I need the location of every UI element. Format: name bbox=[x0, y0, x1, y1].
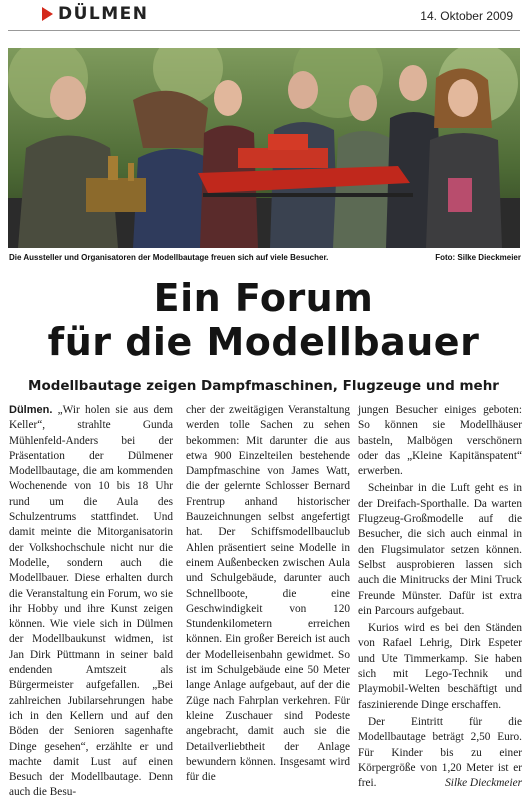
group-photo-illustration bbox=[8, 48, 520, 248]
header-divider bbox=[8, 30, 520, 31]
article-column-3 bbox=[358, 403, 522, 791]
page-header bbox=[0, 0, 527, 30]
photo-caption bbox=[9, 253, 521, 262]
dateline: Dülmen. bbox=[9, 404, 53, 416]
headline-line-1: Ein Forum bbox=[153, 276, 374, 320]
issue-date: 14. Oktober 2009 bbox=[420, 9, 513, 23]
article-paragraph: Scheinbar in die Luft geht es in der Dreifach-Sporthalle. Da warten Flugzeug-Großmodelle auf die Besucher, die sich auch einmal in den Flugsimulator setzen können. Selbst ausprobieren lassen sich auch die Minitrucks der Mini Truck Freunde Münster. Dafür ist extra ein Parcours aufgebaut. bbox=[358, 482, 522, 617]
caption-text: Die Aussteller und Organisatoren der Modellbautage freuen sich auf viele Besucher. bbox=[9, 253, 329, 262]
article-paragraph: jungen Besucher einiges geboten: So können sie Modellhäuser basteln, Malbögen verschönern oder das „Kleine Kapitänspatent“ erwerben. bbox=[358, 404, 522, 478]
photo-credit: Foto: Silke Dieckmeier bbox=[435, 253, 521, 262]
article-paragraph bbox=[358, 715, 522, 791]
section-arrow-icon bbox=[42, 7, 53, 21]
article-photo bbox=[8, 48, 520, 248]
paragraph-text: „Wir holen sie aus dem Keller“, strahlte Gunda Mühlenfeld-Anders bei der Präsentation der Dülmener Modellbautage, die am kommenden Wochenende von 10 bis 18 Uhr rund um die Aula des Schulzentrums stattfindet. Und damit meinte die Mitorganisatorin der Volkshochschule nicht nur die Modelle, sondern auch die Modellbauer. Diese erhalten durch die Veranstaltung ein Forum, wo sie ihr Hobby und ihre Kunst zeigen können. Wie viele sich in Dülmen der Modellbaukunst widmen, ist Jan Dirk Püttmann in seiner bald endenden Amtszeit als Bürgermeister aufgefallen. „Bei zahlreichen Jubilarsehrungen habe ich in den Kellern und auf den Böden der Senioren sagenhafte Dinge gesehen“, erzählte er und machte damit Lust auf einen Besuch der Modellbautage. Denn auch die Besu- bbox=[9, 404, 173, 799]
article-paragraph: Kurios wird es bei den Ständen von Rafael Lehrig, Dirk Espeter und Ute Timmerkamp. Sie haben sich mit Lego-Technik und Playmobil-Welten beschäftigt und faszinierende Dinge erschaffen. bbox=[358, 622, 522, 711]
article-author: Silke Dieckmeier bbox=[445, 777, 522, 790]
article-column-1 bbox=[9, 403, 173, 800]
article-column-2 bbox=[186, 403, 350, 785]
article-subheadline: Modellbautage zeigen Dampfmaschinen, Flugzeuge und mehr bbox=[28, 378, 499, 394]
article-headline bbox=[0, 276, 527, 364]
article-paragraph: cher der zweitägigen Veranstaltung werden tolle Sachen zu sehen bekommen: Mit darunter die aus etwa 900 Einzelteilen bestehende Dampfmaschine von James Watt, die der gelernte Schlosser Bernard Frentrup anhand historischer Bauzeichnungen selbst angefertigt hat. Der Schiffsmodellbauclub Ahlen präsentiert seine Modelle in einem Außenbecken zwischen Aula und Schulgebäude, darunter auch Schnellboote, die eine Geschwindigkeit von 120 Stundenkilometern erreichen können. Ein großer Bereich ist auch der Modelleisenbahn gewidmet. So ist im Schulgebäude eine 50 Meter lange Anlage aufgebaut, auf der die Züge nach Fahrplan verkehren. Für kleine Zuschauer sind Podeste angebracht, damit auch sie die Detailverliebtheit der Anlage bewundern können. Insgesamt wird für die bbox=[186, 404, 350, 784]
headline-line-2: für die Modellbauer bbox=[47, 320, 480, 364]
article-paragraph bbox=[9, 403, 173, 800]
section-title: DÜLMEN bbox=[58, 4, 149, 24]
paragraph-text: Der Eintritt für die Modellbautage beträgt 2,50 Euro. Für Kinder bis zu einer Körpergröße von 1,20 Meter ist er frei. bbox=[358, 715, 522, 790]
